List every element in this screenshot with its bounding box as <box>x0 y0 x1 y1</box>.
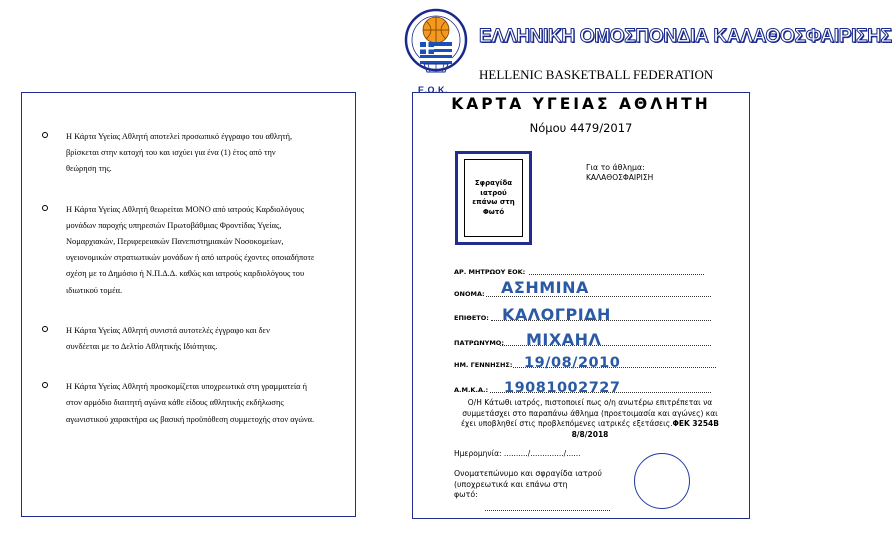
bullet-icon <box>42 205 48 211</box>
photo-box <box>455 151 532 245</box>
birth-date-field <box>454 357 726 369</box>
card-law-reference: Νόμου 4479/2017 <box>529 121 633 135</box>
father-name-label: ΠΑΤΡΩΝΥΜΟ: <box>454 339 504 347</box>
notes-list <box>36 129 348 452</box>
last-name-field <box>454 305 726 324</box>
amka-label: Α.Μ.Κ.Α.: <box>454 386 489 394</box>
photo-box-inner <box>464 159 523 237</box>
birth-date-value: 19/08/2010 <box>524 355 621 371</box>
federation-name-english: HELLENIC BASKETBALL FEDERATION <box>479 67 714 82</box>
first-name-field <box>454 278 726 298</box>
first-name-value: ΑΣΗΜΙΝΑ <box>501 278 589 297</box>
sport-label: Για το άθλημα: <box>586 163 645 172</box>
list-item <box>36 129 348 178</box>
list-item <box>36 323 348 355</box>
bullet-icon <box>42 132 48 138</box>
logo-label: Ε.Ο.Κ. <box>418 85 449 95</box>
health-card <box>412 92 750 519</box>
registry-field <box>454 264 726 276</box>
amka-field <box>454 382 726 394</box>
signature-dotted-line <box>485 510 610 511</box>
note-text: Η Κάρτα Υγείας Αθλητή θεωρείται ΜΟΝΟ από ιατρούς Καρδιολόγους μονάδων παροχής υπηρεσιών Πρωτοβάθμιας Φροντίδας Υγείας, Νομαρχιακών, Περιφερειακών Πανεπιστημιακών Νοσοκομείων, υγειονομικών στρατιωτικών μονάδων ή από ιατρούς έχοντες οποιαδήποτε σχέση με το Δημόσιο ή Ν.Π.Δ.Δ. καθώς και ιατρούς καρδιολόγους του ιδιωτικού τομέα. <box>66 204 315 295</box>
last-name-label: ΕΠΙΘΕΤΟ: <box>454 314 489 322</box>
doctor-statement <box>454 398 726 440</box>
bullet-icon <box>42 382 48 388</box>
doctor-statement-text: Ο/Η Κάτωθι ιατρός, πιστοποιεί πως ο/η ανωτέρω επιτρέπεται να συμμετάσχει στο παραπάνω άθλημα (προετοιμασία και αγώνες) και έχει υποβληθεί στις προβλεπόμενες ιατρικές εξετάσεις. <box>461 398 718 428</box>
list-item <box>36 379 348 428</box>
doctor-statement-ref: ΦΕΚ 3254Β 8/8/2018 <box>571 419 719 439</box>
federation-logo <box>402 8 470 88</box>
amka-value: 19081002727 <box>504 380 621 396</box>
registry-label: ΑΡ. ΜΗΤΡΩΟΥ ΕΟΚ: <box>454 268 526 276</box>
father-name-value: ΜΙΧΑΗΛ <box>526 330 602 349</box>
father-name-field <box>454 330 726 349</box>
last-name-value: ΚΑΛΟΓΡΙΔΗ <box>502 305 611 324</box>
date-line: Ημερομηνία: ........../............../...... <box>454 449 581 458</box>
registry-dotted-line <box>529 274 704 275</box>
federation-name-greek: ΕΛΛΗΝΙΚΗ ΟΜΟΣΠΟΝΔΙΑ ΚΑΛΑΘΟΣΦΑΙΡΙΣΗΣ <box>479 26 892 47</box>
photo-box-text: Σφραγίδα ιατρού επάνω στη Φωτό <box>472 179 515 216</box>
doctor-signature-label: Ονοματεπώνυμο και σφραγίδα ιατρού (υποχρεωτικά και επάνω στη φωτό: <box>454 469 602 499</box>
first-name-label: ΟΝΟΜΑ: <box>454 290 485 298</box>
stamp-circle-icon <box>634 453 690 509</box>
birth-date-label: ΗΜ. ΓΕΝΝΗΣΗΣ: <box>454 361 513 369</box>
list-item <box>36 202 348 299</box>
note-text: Η Κάρτα Υγείας Αθλητή προσκομίζεται υποχρεωτικά στη γραμματεία ή στον αρμόδιο διαιτητή αγώνα κάθε είδους αθλητικής εκδήλωσης αγωνιστικού χαρακτήρα ως βασική προϋπόθεση συμμετοχής στον αγώνα. <box>66 382 315 424</box>
bullet-icon <box>42 326 48 332</box>
note-text: Η Κάρτα Υγείας Αθλητή συνιστά αυτοτελές έγγραφο και δεν συνδέεται με το Δελτίο Αθλητικής Ιδιότητας. <box>66 325 270 352</box>
sport-value: ΚΑΛΑΘΟΣΦΑΙΡΙΣΗ <box>586 173 654 182</box>
notes-panel <box>21 92 356 517</box>
card-title: ΚΑΡΤΑ ΥΓΕΙΑΣ ΑΘΛΗΤΗ <box>451 95 711 113</box>
note-text: Η Κάρτα Υγείας Αθλητή αποτελεί προσωπικό έγγραφο του αθλητή, βρίσκεται στην κατοχή του και ισχύει για ένα (1) έτος από την θεώρηση της. <box>66 132 293 174</box>
